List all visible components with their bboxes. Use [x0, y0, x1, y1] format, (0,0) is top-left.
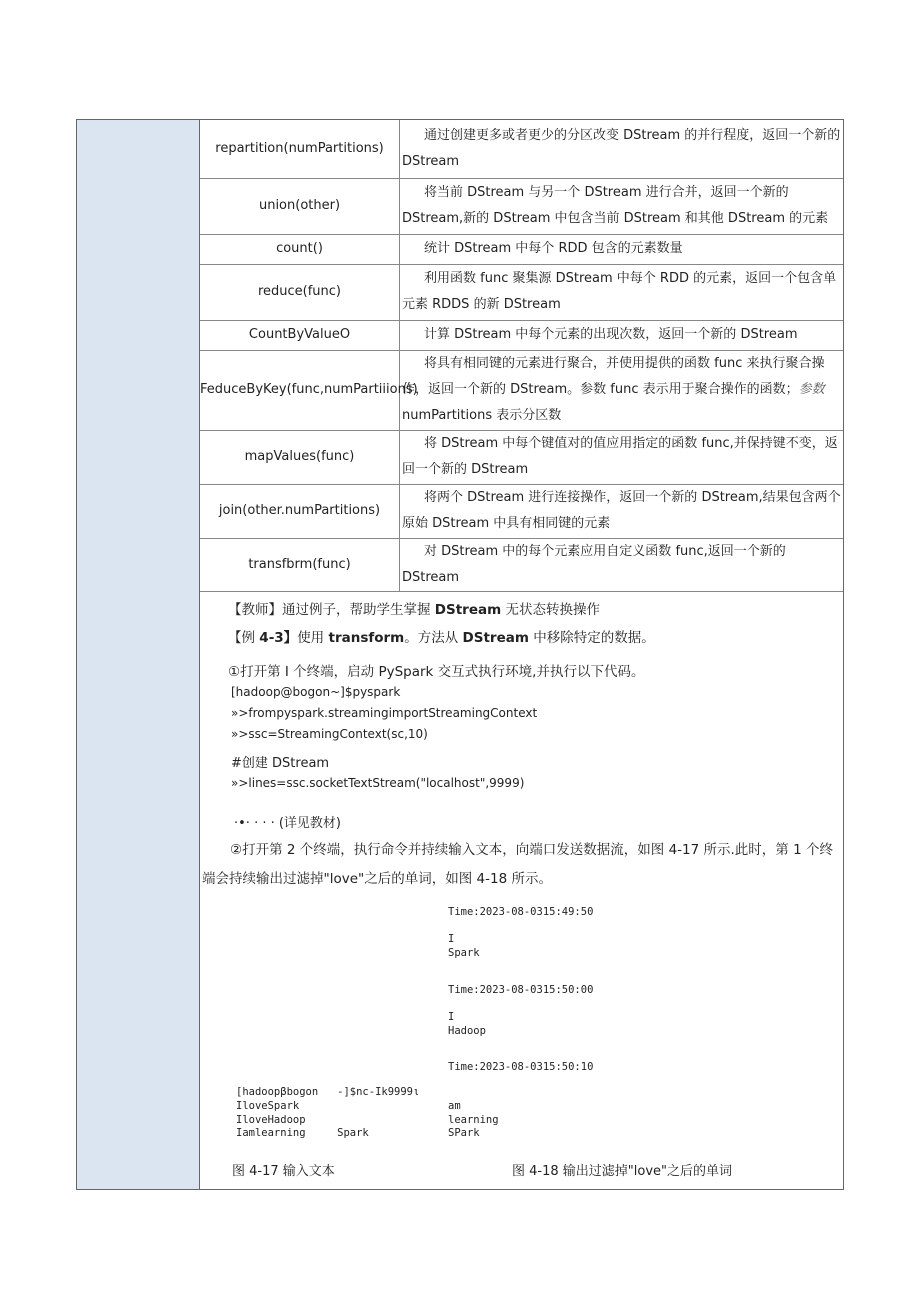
- function-name: CountByValueO: [200, 320, 400, 350]
- step-two: ②打开第 2 个终端，执行命令并持续输入文本，向端口发送数据流，如图 4-17 所示.此时，第 1 个终端会持续输出过滤掉"love"之后的单词，如图 4-18 所示。: [202, 842, 833, 887]
- table-row: [200, 234, 843, 264]
- table-row: [200, 320, 843, 350]
- function-description: 将两个 DStream 进行连接操作，返回一个新的 DStream,结果包含两个原始 DStream 中具有相同键的元素: [400, 484, 844, 538]
- output-lines: I Hadoop: [448, 1011, 486, 1037]
- function-name: count(): [200, 234, 400, 264]
- function-description: 利用函数 func 聚集源 DStream 中每个 RDD 的元素，返回一个包含单元素 RDDS 的新 DStream: [400, 264, 844, 320]
- table-row: [200, 120, 843, 178]
- output-lines: am learning SPark: [448, 1100, 499, 1139]
- terminal-prompt: [hadoopβbogon -]$nc-Ik9999ι: [236, 1086, 420, 1098]
- ellipsis-note: ·•· · · · (详见教材): [234, 816, 342, 831]
- function-description: 对 DStream 中的每个元素应用自定义函数 func,返回一个新的 DStream: [400, 538, 844, 591]
- function-description: 统计 DStream 中每个 RDD 包含的元素数量: [400, 234, 844, 264]
- function-description: 将具有相同键的元素进行聚合，并使用提供的函数 func 来执行聚合操作，返回一个新的 DStream。参数 func 表示用于聚合操作的函数；参数numPartitions 表示分区数: [400, 350, 844, 430]
- function-description: 计算 DStream 中每个元素的出现次数，返回一个新的 DStream: [400, 320, 844, 350]
- code-line: »>frompyspark.streamingimportStreamingContext: [231, 706, 538, 720]
- function-name: reduce(func): [200, 264, 400, 320]
- figure-caption-4-17: 图 4-17 输入文本: [232, 1164, 335, 1179]
- output-timestamp: Time:2023-08-0315:50:00: [448, 984, 594, 996]
- code-line: »>lines=ssc.socketTextStream("localhost",9999): [231, 776, 525, 790]
- output-timestamp: Time:2023-08-0315:49:50: [448, 906, 594, 918]
- function-name: repartition(numPartitions): [200, 120, 400, 178]
- table-row: [200, 430, 843, 484]
- code-line: [hadoop@bogon~]$pyspark: [231, 685, 401, 699]
- output-timestamp: Time:2023-08-0315:50:10: [448, 1061, 594, 1073]
- figure-caption-4-18: 图 4-18 输出过滤掉"love"之后的单词: [512, 1164, 732, 1179]
- code-line: »>ssc=StreamingContext(sc,10): [231, 727, 428, 741]
- table-row: [200, 264, 843, 320]
- lesson-frame: [76, 119, 844, 1190]
- function-name: join(other.numPartitions): [200, 484, 400, 538]
- table-row: [200, 538, 843, 591]
- teacher-note: 【教师】通过例子，帮助学生掌握 DStream 无状态转换操作: [228, 602, 600, 618]
- output-lines: I Spark: [448, 933, 480, 959]
- operations-table: [200, 120, 843, 592]
- code-comment: #创建 DStream: [231, 756, 330, 771]
- function-description: 将 DStream 中每个键值对的值应用指定的函数 func,并保持键不变，返回一个新的 DStream: [400, 430, 844, 484]
- function-name: union(other): [200, 178, 400, 234]
- function-name: transfbrm(func): [200, 538, 400, 591]
- left-shaded-column: [77, 120, 200, 1189]
- function-description: 将当前 DStream 与另一个 DStream 进行合并，返回一个新的 DStream,新的 DStream 中包含当前 DStream 和其他 DStream 的元素: [400, 178, 844, 234]
- example-heading: 【例 4-3】使用 transform。方法从 DStream 中移除特定的数据。: [228, 630, 655, 646]
- terminal-input-lines: IloveSpark IloveHadoop Iamlearning Spark: [236, 1100, 369, 1139]
- function-description: 通过创建更多或者更少的分区改变 DStream 的并行程度，返回一个新的 DStream: [400, 120, 844, 178]
- table-row: [200, 350, 843, 430]
- content-cell: [200, 120, 843, 1189]
- function-name: mapValues(func): [200, 430, 400, 484]
- function-name: FeduceByKey(func,numPartiiions): [200, 350, 400, 430]
- step-one: ①打开第 I 个终端，启动 PySpark 交互式执行环境,并执行以下代码。: [228, 664, 645, 680]
- table-row: [200, 178, 843, 234]
- table-row: [200, 484, 843, 538]
